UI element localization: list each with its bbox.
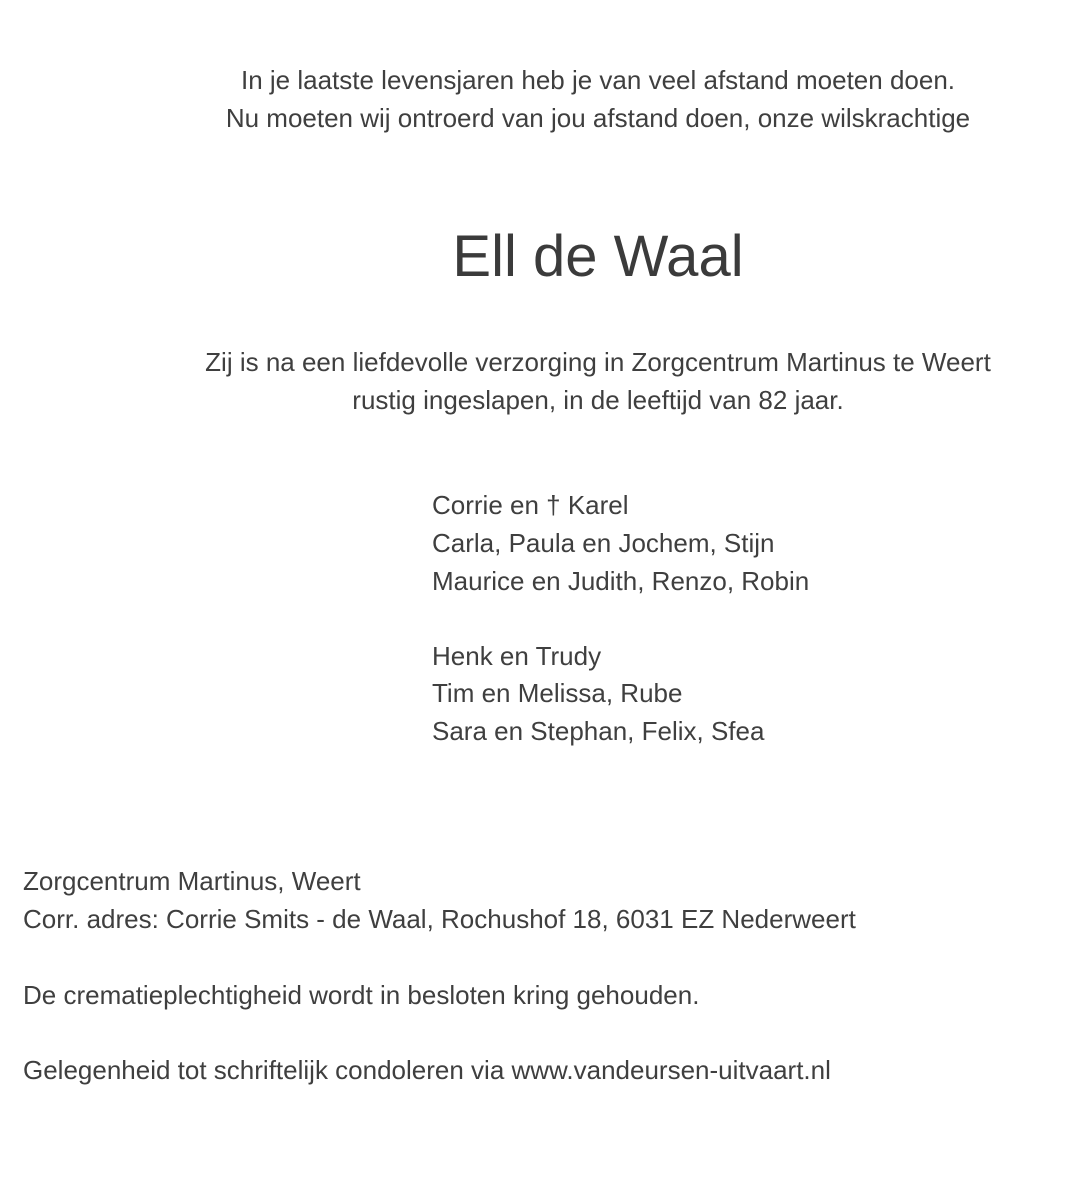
deceased-name: Ell de Waal <box>452 224 744 289</box>
family-group-2-line-3: Sara en Stephan, Felix, Sfea <box>432 716 765 746</box>
family-group-1-line-2: Carla, Paula en Jochem, Stijn <box>432 528 775 558</box>
family-group-2-line-2: Tim en Melissa, Rube <box>432 678 683 708</box>
footer-location: Zorgcentrum Martinus, Weert <box>23 866 361 896</box>
intro-line-1: In je laatste levensjaren heb je van veel afstand moeten doen. <box>240 65 956 95</box>
announcement-line-1: Zij is na een liefdevolle verzorging in Zorgcentrum Martinus te Weert <box>205 347 991 377</box>
announcement-line-2: rustig ingeslapen, in de leeftijd van 82 jaar. <box>352 385 844 415</box>
footer-address: Corr. adres: Corrie Smits - de Waal, Rochushof 18, 6031 EZ Nederweert <box>23 904 856 934</box>
intro-line-2: Nu moeten wij ontroerd van jou afstand doen, onze wilskrachtige <box>225 103 971 133</box>
family-group-1-line-1: Corrie en † Karel <box>432 490 629 520</box>
family-group-1-line-3: Maurice en Judith, Renzo, Robin <box>432 566 810 596</box>
family-group-2-line-1: Henk en Trudy <box>432 641 602 671</box>
footer-condolence: Gelegenheid tot schriftelijk condoleren via www.vandeursen-uitvaart.nl <box>23 1055 831 1085</box>
footer-ceremony: De crematieplechtigheid wordt in besloten kring gehouden. <box>23 980 700 1010</box>
